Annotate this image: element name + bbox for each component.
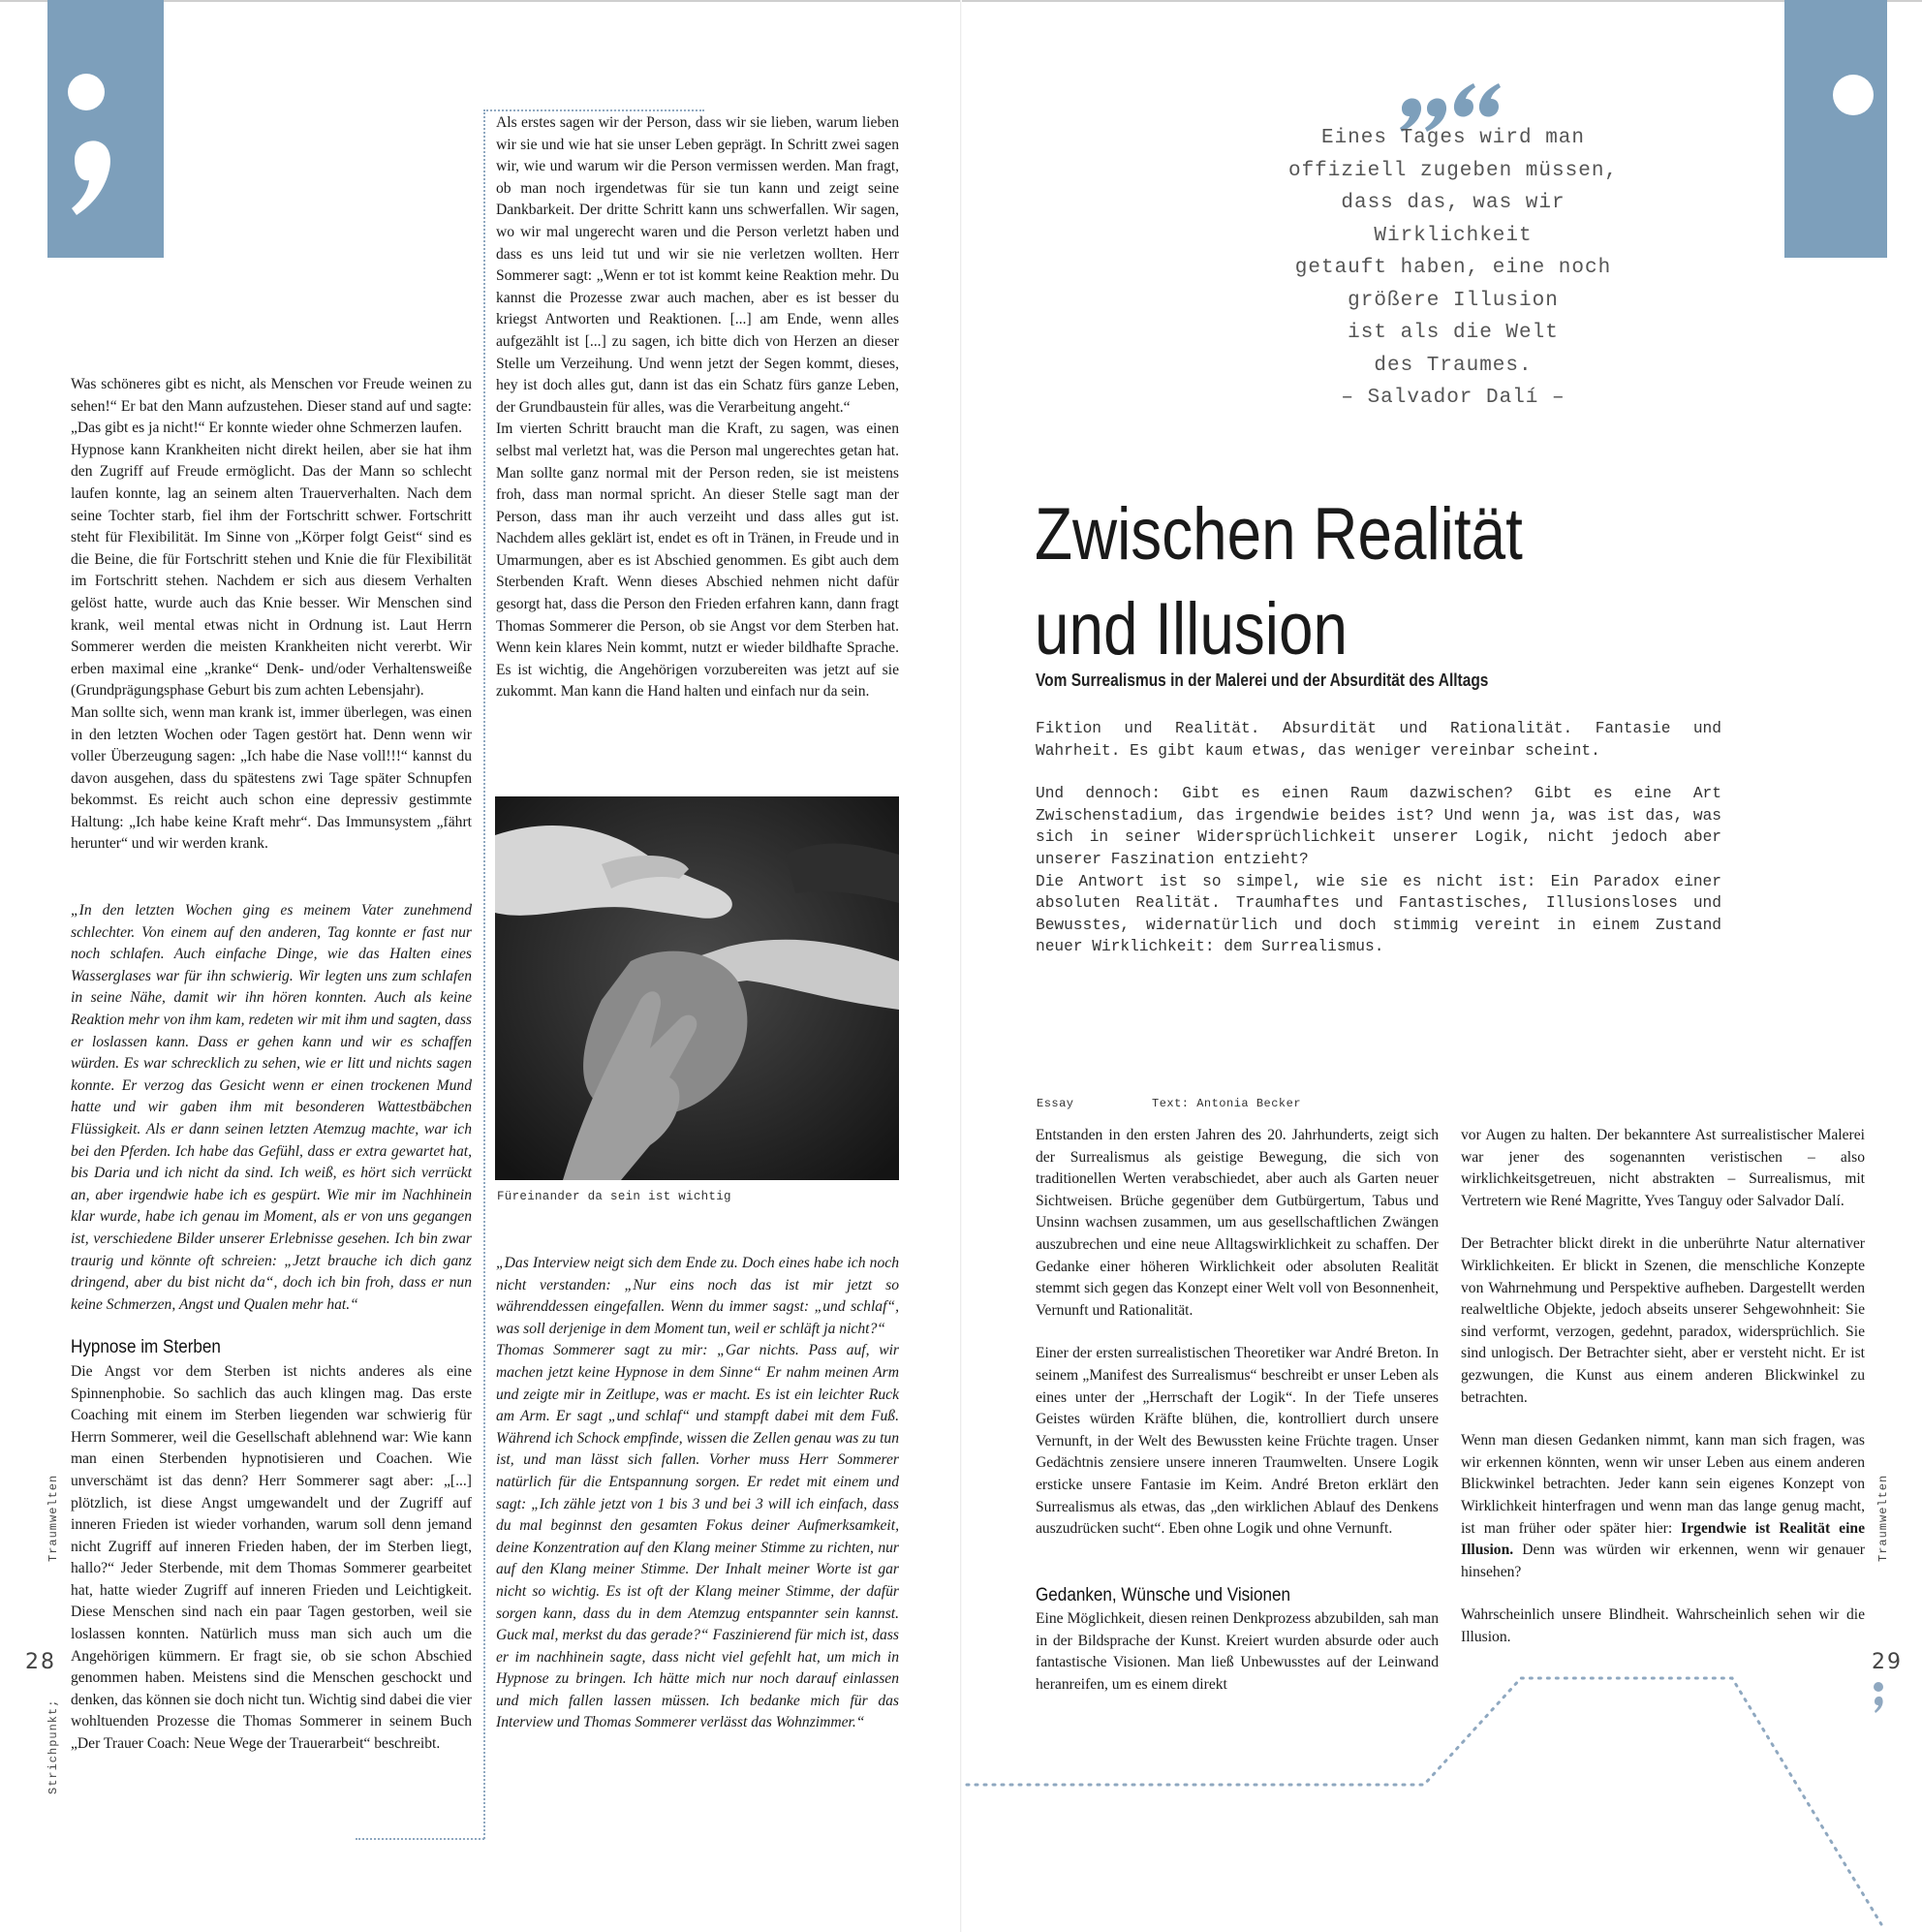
paragraph: Als erstes sagen wir der Person, dass wir sie lieben, warum lieben wir sie und wie hat sie unser Leben geprägt. In Schritt zwei sagen wir, wie und warum wir die Person vermissen werden. Man fragt, ob man noch irgendetwas für sie tun kann und zeigt seine Dankbarkeit. Der dritte Schritt kann uns schwerfallen. Wir sagen, wo wir mal ungerecht waren und die Person verletzt haben und dass es uns leid tut und wir sie nie verletzen wollten. Herr Sommerer sagt: „Wenn er tot ist kommt keine Reaktion mehr. Du kannst die Prozesse zwar auch machen, aber es ist besser du kriegst Antworten und Reaktionen. [...] am Ende, wenn alles aufgezählt ist [...] zu sagen, ich bitte dich von Herzen an dieser Stelle um Verzeihung. Und wenn jetzt der Segen kommt, dieses, hey ist doch alles gut, dann ist das ein Schatz fürs ganze Leben, der Grundbaustein für alles, was die Verarbeitung angeht.“ [496, 114, 899, 416]
quote-line: Eines Tages wird man [1320, 127, 1586, 149]
article-subtitle: Vom Surrealismus in der Malerei und der Absurdität des Alltags [1036, 670, 1489, 690]
semicolon-icon [47, 0, 164, 258]
paragraph: Was schöneres gibt es nicht, als Menschen vor Freude weinen zu sehen!“ Er bat den Mann aufzustehen. Dieser stand auf und sagte: „Das gibt es ja nicht!“ Er konnte wieder ohne Schmerzen laufen. [71, 376, 472, 437]
semicolon-tab [47, 0, 164, 258]
section-heading: Gedanken, Wünsche und Visionen [1036, 1584, 1291, 1605]
left-column-2-interview [496, 1253, 899, 1734]
dali-quote [1250, 122, 1657, 415]
left-column-2 [496, 112, 899, 703]
right-column-1 [1036, 1125, 1439, 1697]
interview-quote: „In den letzten Wochen ging es meinem Vater zunehmend schlechter. Von einem auf den anderen, Tag konnte er fast nur noch schlafen. Auch einfache Dinge, wie das Halten eines Wasserglases war für ihn schwierig. Wir legten uns zum schlafen in seine Nähe, damit wir ihn hören konnten. Auch als keine Reaktion mehr von ihm kam, redeten wir mit ihm und sagten, dass er loslassen kann. Dass er gehen kann und wir es schaffen würden. Es war schrecklich zu sehen, wie er litt und nichts sagen konnte. Er verzog das Gesicht wenn er einen trockenen Mund hatte und wir gaben ihm mit besonderen Wattestbäbchen Flüssigkeit. Als er dann seinen letzten Atemzug machte, war ich bei den Pferden. Ich habe das Gefühl, dass er extra gewartet hat, bis Daria und ich nicht da sind. Ich weiß, es hört sich verrückt an, aber irgendwie habe ich es gespürt. Wie mir im Nachhinein klar wurde, habe ich genau im Moment, als er von uns gegangen ist, verschiedene Bilder unserer Erlebnisse gesehen. Ich bin zwar traurig und könnte oft schreien: „Jetzt brauche ich dich ganz dringend, aber du bist nicht da“, doch ich bin froh, dass er nun keine Schmerzen, Angst und Qualen mehr hat.“ [71, 902, 472, 1313]
quote-line: dass das, was wir [1341, 192, 1566, 214]
photo-caption: Füreinander da sein ist wichtig [497, 1190, 731, 1203]
paragraph: Der Betrachter blickt direkt in die unberührte Natur alternativer Wirklichkeiten. Er blickt in Szenen, die menschliche Konzepte von Wahrnehmung und Perspektive aufheben. Dargestellt werden realweltliche Objekte, jedoch abseits unserer Sehgewohnheit: Sie sind verformt, verzogen, gedehnt, paradox, widersprüchlich. Sie sind unlogisch. Der Betrachter sieht, aber er versteht nicht. Er ist gezwungen, die Kunst aus einem anderen Blickwinkel zu betrachten. [1461, 1235, 1865, 1406]
paragraph: Wahrscheinlich unsere Blindheit. Wahrscheinlich sehen wir die Illusion. [1461, 1606, 1865, 1645]
quote-line: Wirklichkeit [1374, 224, 1533, 247]
paragraph: Entstanden in den ersten Jahren des 20. Jahrhunderts, zeigt sich der Surrealismus als geistige Bewegung, die sich von traditionellen Werten verabschiedet, aber auch als Garten neuer Sichtweisen. Brüche gegenüber dem Gutbürgertum, Tabus und Unsinn wachsen zusammen, um aus gesellschaftlichen Zwängen auszubrechen und eine neue Alltagswirklichkeit zu schaffen. Der Gedanke einer höheren Wirklichkeit oder absoluten Realität stemmt sich gegen das Konzept einer Welt voll von Besonnenheit, Vernunft und Rationalität. [1036, 1127, 1439, 1319]
title-line: Zwischen Realität [1035, 493, 1523, 576]
right-column-2 [1461, 1125, 1865, 1648]
dotted-ornament [959, 1647, 1922, 1928]
text-run: Denn was würden wir erkennen, wenn wir genauer hinsehen? [1461, 1542, 1865, 1580]
paragraph: Eine Möglichkeit, diesen reinen Denkprozess abzubilden, sah man in der Bildsprache der Kunst. Kreiert wurden absurde oder auch fantastische Visionen. Man ließ Unbewusstes auf der Leinwand heranreifen, um es einem direkt [1036, 1610, 1439, 1694]
paragraph: Im vierten Schritt braucht man die Kraft, zu sagen, was einen selbst mal verletzt hat, was die Person mal ungerechtes getan hat. Man sollte ganz normal mit der Person reden, sie ist meistens froh, dass man normal spricht. An dieser Stelle sagt man der Person, dass man ihr auch verzeiht und dass alles gut ist. Nachdem alles geklärt ist, endet es oft in Tränen, in Freude und in Umarmungen, aber es ist Abschied genommen. Es gibt auch dem Sterbenden Kraft. Wenn dieses Abschied nehmen nicht dafür gesorgt hat, dass die Person den Frieden erfahren kann, dann fragt Thomas Sommerer die Person, ob sie Angst vor dem Sterben hat. Wenn kein klares Nein kommt, nutzt er wieder bildhafte Sprache. Es ist wichtig, die Angehörigen vorzubereiten was jetzt auf sie zukommt. Man kann die Hand halten und einfach nur da sein. [496, 421, 899, 701]
page-spine [960, 0, 962, 1932]
dot-tab [1784, 0, 1887, 258]
paragraph: Hypnose kann Krankheiten nicht direkt heilen, aber sie hat ihm den Zugriff auf Freude ermöglicht. Das der Mann so schlecht laufen konnte, lag an seinem alten Trauerverhalten. Nach dem seine Tochter starb, fiel ihm der Fortschritt schwer. Fortschritt steht für Flexibilität. Im Sinne von „Körper folgt Geist“ sind es die Beine, die für Fortschritt stehen und Knie die für Flexibilität im Fortschritt stehen. Nachdem er sich aus diesem Verhalten gelöst hatte, wurde auch das Knie besser. Wir Menschen sind krank, weil mental etwas nicht in Ordnung ist. Laut Herrn Sommerer werden die meisten Krankheiten nicht vererbt. Wir erben maximal eine „kranke“ Denk- und/oder Verhaltensweiße (Grundprägungsphase Geburt bis zum achten Lebensjahr). [71, 441, 472, 700]
byline-section: Essay [1037, 1097, 1074, 1110]
vertical-magazine-label: Strichpunkt; [46, 1698, 60, 1794]
quote-line: ist als die Welt [1348, 322, 1559, 344]
article-lead [1036, 718, 1721, 958]
quote-line: offiziell zugeben müssen, [1287, 159, 1619, 182]
text-run: Wenn man diesen Gedanken nimmt, kann man sich fragen, was wir erkennen könnten, wenn wir unser Leben aus einem anderen Blickwinkel betrachten. Jeder kann sein eigenes Konzept von Wirklichkeit hinterfragen und wenn man das lange genug macht, ist man früher oder später hier: [1461, 1432, 1865, 1537]
page-number-left: 28 [25, 1650, 56, 1674]
left-column-1 [71, 374, 472, 1756]
byline-author: Text: Antonia Becker [1152, 1097, 1302, 1110]
lead-paragraph: Fiktion und Realität. Absurdität und Rationalität. Fantasie und Wahrheit. Es gibt kaum etwas, das weniger vereinbar scheint. [1036, 720, 1721, 760]
paragraph: Die Angst vor dem Sterben ist nichts anderes als eine Spinnenphobie. So sachlich das auch klingen mag. Das erste Coaching mit einem im Sterben liegenden war schwierig für Herrn Sommerer, weil die Gesellschaft ablehnend war: Wie kann man einen Sterbenden hypnotisieren und Coachen. Wie unverschämt ist das denn? Herr Sommerer sagt aber: „[...] plötzlich, ist diese Angst umgewandelt und der Zugriff auf inneren Frieden ist wieder vorhanden, warum soll denn jemand nicht Zugriff auf inneren Frieden haben, der im Sterben liegt, hallo?“ Jeder Sterbende, mit dem Thomas Sommerer gearbeitet hat, hatte wieder Zugriff auf inneren Frieden und Leichtigkeit. Diese Menschen sind nach ein paar Tagen gestorben, weil sie loslassen konnten. Natürlich muss man sich auch um die Angehörigen kümmern. Er fragt sie, ob sie schon Abschied genommen haben. Meistens sind die Menschen geschockt und denken, das können sie doch nicht tun. Wichtig sind dabei die vier wohltuenden Prozesse die Thomas Sommerer in seinem Buch „Der Trauer Coach: Neue Wege der Trauerarbeit“ beschreibt. [71, 1362, 472, 1753]
small-semicolon-icon [1869, 1677, 1888, 1716]
page-number-right: 29 [1872, 1650, 1903, 1674]
vertical-section-label: Traumwelten [46, 1474, 60, 1562]
dotted-rule [483, 109, 704, 111]
paragraph: Man sollte sich, wenn man krank ist, immer überlegen, was einen in den letzten Wochen oder Tagen gestört hat. Denn wenn wir voller Überzeugung sagen: „Ich habe die Nase voll!!!“ kannst du davon ausgehen, dass du spätestens zwi Tage später Schnupfen bekommst. Es reicht auch schon eine depressiv gestimmte Haltung: „Ich habe keine Kraft mehr“. Das Immunsystem „fährt herunter“ und wir werden krank. [71, 703, 472, 853]
title-line: und Illusion [1035, 588, 1348, 670]
article-title [1035, 487, 1523, 677]
dotted-divider [483, 109, 485, 1839]
vertical-section-label: Traumwelten [1876, 1474, 1890, 1562]
hands-photo [495, 796, 899, 1180]
paragraph: Einer der ersten surrealistischen Theoretiker war André Breton. In seinem „Manifest des Surrealismus“ beschreibt er unser Leben als eines unter der „Herrschaft der Logik“. In der Tiefe unseres Geistes würden Kräfte blühen, die, kontrolliert durch unsere Vernunft, in der Welt des Bewussten keine Früchte tragen. Unser Gedächtnis zensiere unsere inneren Traumwelten. Unsere Logik ersticke unsere Fantasie im Keim. André Breton erklärt den Surrealismus als etwas, das „den wirklichen Ablauf des Denkens auszudrücken sucht“. Eben ohne Logik und ohne Vernunft. [1036, 1345, 1439, 1538]
lead-paragraph: Und dennoch: Gibt es einen Raum dazwischen? Gibt es eine Art Zwischenstadium, das irgendwie beides ist? Und wenn ja, was ist das, was sich in seiner Widersprüchlichkeit unserer Logik, nicht jedoch aber unserer Faszination entzieht? [1036, 785, 1721, 868]
paragraph: Thomas Sommerer sagt zu mir: „Gar nichts. Pass auf, wir machen jetzt keine Hypnose in dem Sinne“ Er nahm meinen Arm und zeigte mir in Zeitlupe, was er macht. Es ist ein leichter Ruck am Arm. Er sagt „und schlaf“ und stampft dabei mit dem Fuß. Während ich Schock empfinde, wissen die Zellen genau was zu tun ist, und man lässt sich fallen. Vorher muss Herr Sommerer natürlich für die Entspannung sorgen. Er redet mit einem und sagt: „Ich zähle jetzt von 1 bis 3 und bei 3 will ich einfach, dass du mal beginnst den gesamten Fokus deiner Aufmerksamkeit, deine Konzentration auf den Klang meiner Stimme zu richten, nur auf den Klang meiner Stimme. Der Inhalt meiner Worte ist gar nicht so wichtig. Es ist oft der Klang meiner Stimme, der dafür sorgen kann, dass du in dem Atemzug entspannter sein kannst. Guck mal, merkst du das gerade?“ Faszinierend für mich ist, dass er im nachhinein sagte, dass nicht viel gefehlt hat, um mich in Hypnose zu bringen. Ich hätte mich nur noch darauf einlassen und mich fallen lassen müssen. Ich bedanke mich für das Interview und Thomas Sommerer verlässt das Wohnzimmer.“ [496, 1342, 899, 1731]
emphasis: Irgendwie ist Realität eine Illusion. [1461, 1519, 1865, 1559]
dot-icon [1784, 0, 1887, 258]
quote-line: getauft haben, eine noch [1294, 257, 1612, 279]
paragraph: „Das Interview neigt sich dem Ende zu. Doch eines habe ich noch nicht verstanden: „Nur eins noch das ist mir jetzt so währenddessen eingefallen. Wenn du immer sagst: „und schlaf“, was soll derjenige in dem Moment tun, weil er schläft ja nicht?“ [496, 1255, 899, 1337]
quote-line: des Traumes. [1374, 354, 1533, 377]
quote-line: größere Illusion [1348, 289, 1559, 312]
dotted-rule [356, 1838, 484, 1840]
section-heading: Hypnose im Sterben [71, 1337, 221, 1358]
paragraph [1461, 1430, 1865, 1583]
lead-paragraph: Die Antwort ist so simpel, wie sie es nicht ist: Ein Paradox einer absoluten Realität. Traumhaftes und Fantastisches, Illusionsloses und Bewusstes, widernatürlich und doch stimmig vereint in einem Zustand neuer Wirklichkeit: dem Surrealismus. [1036, 872, 1721, 956]
quote-attribution: – Salvador Dalí – [1341, 387, 1566, 409]
paragraph: vor Augen zu halten. Der bekanntere Ast surrealistischer Malerei war jener des sogenannten veristischen – also wirklichkeitsgetreuen, nicht abstrakten – Surrealismus, mit Vertretern wie René Magritte, Yves Tanguy oder Salvador Dalí. [1461, 1127, 1865, 1209]
